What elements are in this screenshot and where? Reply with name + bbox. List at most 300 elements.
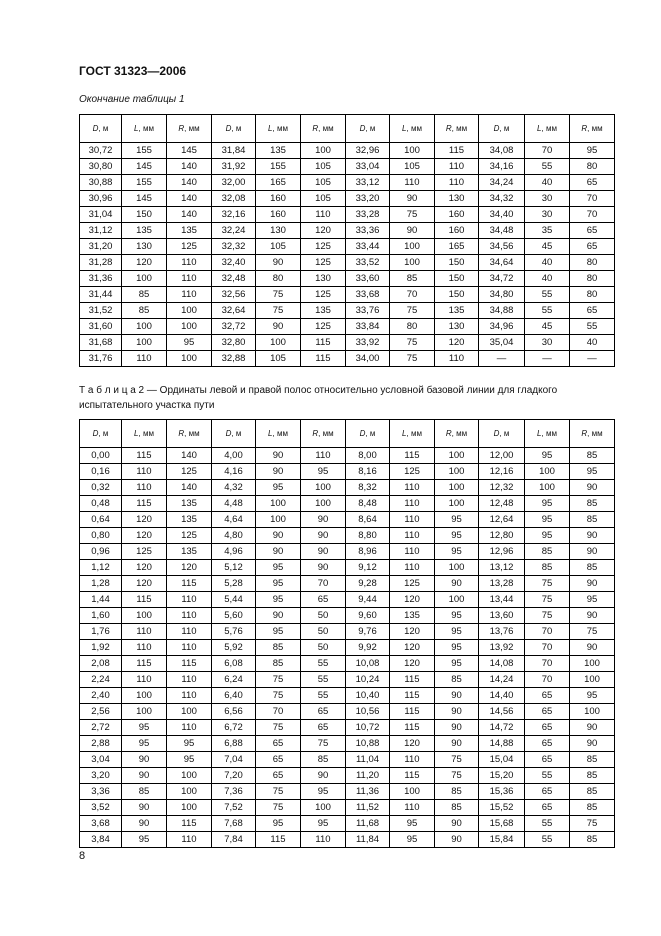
table-cell: 125 bbox=[167, 464, 212, 480]
table-cell: 125 bbox=[301, 287, 346, 303]
table-cell: 50 bbox=[301, 608, 346, 624]
table-cell: 65 bbox=[570, 175, 615, 191]
table-cell: 32,48 bbox=[212, 271, 256, 287]
table-cell: 65 bbox=[301, 720, 346, 736]
table-cell: 3,36 bbox=[80, 784, 122, 800]
table1-column-header bbox=[212, 115, 256, 143]
table-cell: 13,92 bbox=[479, 640, 525, 656]
table-cell: 120 bbox=[122, 255, 167, 271]
table-cell: 1,44 bbox=[80, 592, 122, 608]
table-cell: 8,00 bbox=[346, 448, 390, 464]
table-cell: 1,12 bbox=[80, 560, 122, 576]
table-cell: 55 bbox=[525, 159, 570, 175]
table-cell: 110 bbox=[167, 287, 212, 303]
table1-column-header bbox=[390, 115, 435, 143]
table-cell: 115 bbox=[390, 688, 435, 704]
page-number: 8 bbox=[79, 850, 86, 862]
table-cell: 100 bbox=[122, 704, 167, 720]
table-cell: 110 bbox=[301, 207, 346, 223]
table-cell: 75 bbox=[390, 303, 435, 319]
table-cell: 95 bbox=[390, 832, 435, 848]
table-cell: 95 bbox=[256, 480, 301, 496]
table-cell: 110 bbox=[301, 448, 346, 464]
table-cell: 95 bbox=[256, 576, 301, 592]
table-cell: 32,56 bbox=[212, 287, 256, 303]
table2-header-row bbox=[80, 420, 615, 448]
table-cell: 95 bbox=[570, 464, 615, 480]
table-cell: 95 bbox=[525, 528, 570, 544]
table-cell: 90 bbox=[570, 720, 615, 736]
table-cell: 5,60 bbox=[212, 608, 256, 624]
table-cell: 110 bbox=[167, 672, 212, 688]
table-cell: 85 bbox=[570, 448, 615, 464]
table-cell: 35 bbox=[525, 223, 570, 239]
table-row bbox=[80, 720, 615, 736]
column-unit: , мм bbox=[184, 124, 200, 133]
table-cell: 125 bbox=[167, 528, 212, 544]
table-cell: 90 bbox=[570, 736, 615, 752]
table-cell: 65 bbox=[301, 592, 346, 608]
table-cell: 95 bbox=[435, 656, 479, 672]
table-cell: 0,00 bbox=[80, 448, 122, 464]
table-cell: 135 bbox=[167, 223, 212, 239]
column-unit: , мм bbox=[587, 124, 603, 133]
table-cell: 125 bbox=[301, 239, 346, 255]
table-cell: 95 bbox=[570, 688, 615, 704]
table-cell: 100 bbox=[167, 704, 212, 720]
column-unit: , мм bbox=[406, 429, 422, 438]
table-cell: 33,84 bbox=[346, 319, 390, 335]
table-cell: 100 bbox=[435, 560, 479, 576]
column-unit: , мм bbox=[587, 429, 603, 438]
table-cell: 115 bbox=[167, 576, 212, 592]
table-row bbox=[80, 608, 615, 624]
table1-body bbox=[80, 143, 615, 367]
table-cell: 120 bbox=[390, 736, 435, 752]
table-cell: 110 bbox=[390, 800, 435, 816]
table-cell: 8,64 bbox=[346, 512, 390, 528]
table-cell: 110 bbox=[390, 496, 435, 512]
table-cell: 130 bbox=[122, 239, 167, 255]
table1-column-header bbox=[346, 115, 390, 143]
table-cell: 80 bbox=[390, 319, 435, 335]
table-cell: 65 bbox=[525, 752, 570, 768]
table-cell: 55 bbox=[301, 656, 346, 672]
table-cell: 165 bbox=[435, 239, 479, 255]
table-cell: 90 bbox=[256, 608, 301, 624]
table-cell: 110 bbox=[122, 672, 167, 688]
table-cell: 12,80 bbox=[479, 528, 525, 544]
table-cell: 75 bbox=[525, 592, 570, 608]
table-row bbox=[80, 752, 615, 768]
table-cell: 35,04 bbox=[479, 335, 525, 351]
table-cell: 7,36 bbox=[212, 784, 256, 800]
table-cell: 40 bbox=[525, 175, 570, 191]
table-cell: 55 bbox=[570, 319, 615, 335]
table-cell: 80 bbox=[570, 159, 615, 175]
table-cell: 140 bbox=[167, 207, 212, 223]
table-cell: 12,48 bbox=[479, 496, 525, 512]
table-cell: 34,00 bbox=[346, 351, 390, 367]
table-cell: 75 bbox=[525, 608, 570, 624]
table-cell: 31,76 bbox=[80, 351, 122, 367]
table-cell: 65 bbox=[525, 688, 570, 704]
table-cell: 100 bbox=[301, 496, 346, 512]
table-row bbox=[80, 223, 615, 239]
table-cell: 65 bbox=[525, 720, 570, 736]
table-cell: 110 bbox=[390, 560, 435, 576]
table-cell: 85 bbox=[570, 496, 615, 512]
table-cell: 100 bbox=[167, 303, 212, 319]
table-cell: 140 bbox=[167, 480, 212, 496]
table-cell: 10,40 bbox=[346, 688, 390, 704]
table-row bbox=[80, 319, 615, 335]
table-cell: 110 bbox=[435, 351, 479, 367]
table-cell: 2,88 bbox=[80, 736, 122, 752]
table-cell: 100 bbox=[435, 496, 479, 512]
table1-column-header bbox=[435, 115, 479, 143]
table-cell: 12,64 bbox=[479, 512, 525, 528]
table-cell: 30,96 bbox=[80, 191, 122, 207]
table1-column-header bbox=[80, 115, 122, 143]
column-symbol: L bbox=[402, 429, 407, 438]
table-cell: 140 bbox=[167, 175, 212, 191]
column-symbol: D bbox=[359, 429, 366, 438]
table-cell: 11,36 bbox=[346, 784, 390, 800]
table-cell: 75 bbox=[256, 287, 301, 303]
table-cell: 33,44 bbox=[346, 239, 390, 255]
table-cell: 85 bbox=[301, 752, 346, 768]
table-cell: 100 bbox=[435, 464, 479, 480]
table-cell: 160 bbox=[435, 223, 479, 239]
table-cell: 115 bbox=[390, 704, 435, 720]
table-cell: 90 bbox=[122, 768, 167, 784]
table-cell: 135 bbox=[167, 544, 212, 560]
column-symbol: L bbox=[268, 124, 273, 133]
table-cell: 34,24 bbox=[479, 175, 525, 191]
table-cell: 1,60 bbox=[80, 608, 122, 624]
table-cell: 31,28 bbox=[80, 255, 122, 271]
table-cell: 90 bbox=[570, 640, 615, 656]
table-cell: 31,60 bbox=[80, 319, 122, 335]
table-cell: 31,36 bbox=[80, 271, 122, 287]
table-cell: 115 bbox=[122, 496, 167, 512]
table-cell: 125 bbox=[167, 239, 212, 255]
table-cell: 90 bbox=[256, 255, 301, 271]
table-cell: 34,48 bbox=[479, 223, 525, 239]
table-cell: 13,12 bbox=[479, 560, 525, 576]
table-cell: 9,92 bbox=[346, 640, 390, 656]
column-symbol: R bbox=[445, 429, 452, 438]
table-cell: 145 bbox=[167, 143, 212, 159]
table-cell: 14,72 bbox=[479, 720, 525, 736]
table-cell: 95 bbox=[435, 640, 479, 656]
table-cell: 105 bbox=[301, 175, 346, 191]
table2-column-header bbox=[80, 420, 122, 448]
table-cell: 90 bbox=[122, 816, 167, 832]
table-cell: 90 bbox=[256, 528, 301, 544]
table2-column-header bbox=[256, 420, 301, 448]
table-cell: 90 bbox=[390, 223, 435, 239]
column-symbol: D bbox=[493, 124, 500, 133]
table-row bbox=[80, 640, 615, 656]
table-cell: 6,72 bbox=[212, 720, 256, 736]
table-cell: 50 bbox=[301, 640, 346, 656]
table-cell: 5,12 bbox=[212, 560, 256, 576]
table-cell: 95 bbox=[390, 816, 435, 832]
column-symbol: L bbox=[537, 124, 542, 133]
table-cell: 2,24 bbox=[80, 672, 122, 688]
table-cell: 30,72 bbox=[80, 143, 122, 159]
table-cell: 150 bbox=[435, 255, 479, 271]
table-cell: 110 bbox=[122, 640, 167, 656]
table-cell: 110 bbox=[390, 480, 435, 496]
table-cell: 160 bbox=[435, 207, 479, 223]
table-cell: 95 bbox=[525, 448, 570, 464]
table-cell: 130 bbox=[301, 271, 346, 287]
column-unit: , мм bbox=[184, 429, 200, 438]
table-cell: 110 bbox=[167, 608, 212, 624]
table-cell: 120 bbox=[122, 560, 167, 576]
table-cell: 90 bbox=[301, 560, 346, 576]
table-cell: 31,44 bbox=[80, 287, 122, 303]
table-cell: 0,16 bbox=[80, 464, 122, 480]
table-cell: 34,72 bbox=[479, 271, 525, 287]
table-cell: 100 bbox=[525, 464, 570, 480]
table-row bbox=[80, 207, 615, 223]
table-cell: 95 bbox=[435, 512, 479, 528]
table-cell: 2,08 bbox=[80, 656, 122, 672]
table-cell: 100 bbox=[122, 688, 167, 704]
table-row bbox=[80, 351, 615, 367]
table-cell: 4,16 bbox=[212, 464, 256, 480]
table-cell: 3,04 bbox=[80, 752, 122, 768]
table-cell: 95 bbox=[301, 784, 346, 800]
table-cell: 6,40 bbox=[212, 688, 256, 704]
table-cell: 75 bbox=[301, 736, 346, 752]
table-cell: 32,96 bbox=[346, 143, 390, 159]
table-cell: 0,32 bbox=[80, 480, 122, 496]
table-row bbox=[80, 768, 615, 784]
table-cell: 75 bbox=[525, 576, 570, 592]
table-cell: 90 bbox=[435, 688, 479, 704]
table-cell: 115 bbox=[390, 672, 435, 688]
table-cell: 32,00 bbox=[212, 175, 256, 191]
table-cell: 34,08 bbox=[479, 143, 525, 159]
table-cell: 125 bbox=[301, 319, 346, 335]
table-cell: 95 bbox=[301, 816, 346, 832]
table-cell: 110 bbox=[167, 832, 212, 848]
table-cell: 120 bbox=[301, 223, 346, 239]
column-unit: , мм bbox=[272, 429, 288, 438]
table-cell: 6,24 bbox=[212, 672, 256, 688]
table2-column-header bbox=[167, 420, 212, 448]
table-cell: 65 bbox=[256, 736, 301, 752]
table-cell: 7,20 bbox=[212, 768, 256, 784]
table2-column-header bbox=[122, 420, 167, 448]
table-cell: 33,68 bbox=[346, 287, 390, 303]
table-cell: 90 bbox=[435, 736, 479, 752]
table-cell: 95 bbox=[122, 832, 167, 848]
table2-caption: Т а б л и ц а 2 — Ординаты левой и правой полос относительно условной базовой линии для гладкого испытательного участка пути bbox=[79, 385, 558, 411]
table-row bbox=[80, 832, 615, 848]
table-cell: 4,48 bbox=[212, 496, 256, 512]
table-row bbox=[80, 736, 615, 752]
table-cell: 105 bbox=[301, 159, 346, 175]
table-cell: 8,16 bbox=[346, 464, 390, 480]
table-cell: 110 bbox=[301, 832, 346, 848]
table-cell: 90 bbox=[570, 576, 615, 592]
column-unit: , мм bbox=[138, 124, 154, 133]
table-cell: 85 bbox=[570, 512, 615, 528]
table-cell: 135 bbox=[122, 223, 167, 239]
table-cell: 65 bbox=[570, 239, 615, 255]
table-cell: 115 bbox=[122, 448, 167, 464]
table-cell: 125 bbox=[390, 464, 435, 480]
table-cell: 11,68 bbox=[346, 816, 390, 832]
table-cell: 100 bbox=[301, 143, 346, 159]
table-cell: 55 bbox=[525, 816, 570, 832]
table-cell: 6,88 bbox=[212, 736, 256, 752]
table-cell: 15,52 bbox=[479, 800, 525, 816]
table-cell: 75 bbox=[390, 335, 435, 351]
table-cell: 7,04 bbox=[212, 752, 256, 768]
table-cell: 120 bbox=[167, 560, 212, 576]
table-cell: 105 bbox=[256, 239, 301, 255]
table-cell: 165 bbox=[256, 175, 301, 191]
table-cell: 110 bbox=[167, 271, 212, 287]
table1-column-header bbox=[167, 115, 212, 143]
table-cell: 95 bbox=[301, 464, 346, 480]
table-row bbox=[80, 784, 615, 800]
column-unit: , мм bbox=[541, 124, 557, 133]
table-cell: 12,16 bbox=[479, 464, 525, 480]
table-cell: 100 bbox=[167, 319, 212, 335]
table-cell: 32,64 bbox=[212, 303, 256, 319]
table-cell: 125 bbox=[122, 544, 167, 560]
table2-column-header bbox=[212, 420, 256, 448]
table2-column-header bbox=[301, 420, 346, 448]
column-unit: , м bbox=[499, 429, 510, 438]
table-cell: 100 bbox=[167, 768, 212, 784]
table-cell: 55 bbox=[301, 688, 346, 704]
table-cell: 5,44 bbox=[212, 592, 256, 608]
table-cell: 32,40 bbox=[212, 255, 256, 271]
table-cell: 75 bbox=[256, 720, 301, 736]
table-cell: 55 bbox=[525, 287, 570, 303]
table-cell: 13,60 bbox=[479, 608, 525, 624]
table-cell: 30,88 bbox=[80, 175, 122, 191]
table-cell: 75 bbox=[256, 303, 301, 319]
table-cell: 10,08 bbox=[346, 656, 390, 672]
table-cell: 120 bbox=[435, 335, 479, 351]
table-cell: 95 bbox=[256, 816, 301, 832]
table-cell: 6,56 bbox=[212, 704, 256, 720]
table-cell: 11,84 bbox=[346, 832, 390, 848]
table2 bbox=[79, 419, 615, 848]
table-cell: 65 bbox=[525, 736, 570, 752]
table-cell: 15,04 bbox=[479, 752, 525, 768]
table-cell: 32,08 bbox=[212, 191, 256, 207]
table-cell: 3,52 bbox=[80, 800, 122, 816]
table-cell: 110 bbox=[167, 640, 212, 656]
table-cell: 4,32 bbox=[212, 480, 256, 496]
table-cell: 90 bbox=[256, 448, 301, 464]
table-cell: 85 bbox=[390, 271, 435, 287]
table-cell: 110 bbox=[122, 624, 167, 640]
column-unit: , мм bbox=[451, 124, 468, 133]
table-cell: 12,96 bbox=[479, 544, 525, 560]
table-cell: 33,76 bbox=[346, 303, 390, 319]
column-unit: , мм bbox=[318, 124, 334, 133]
table1 bbox=[79, 114, 615, 367]
table-cell: 110 bbox=[390, 512, 435, 528]
table-cell: 100 bbox=[390, 239, 435, 255]
table-cell: 90 bbox=[570, 608, 615, 624]
table2-column-header bbox=[479, 420, 525, 448]
table-cell: 7,84 bbox=[212, 832, 256, 848]
table-cell: 70 bbox=[570, 191, 615, 207]
table-cell: 10,72 bbox=[346, 720, 390, 736]
table-cell: 100 bbox=[256, 335, 301, 351]
table-cell: 32,24 bbox=[212, 223, 256, 239]
table-cell: 90 bbox=[301, 768, 346, 784]
table-cell: 34,32 bbox=[479, 191, 525, 207]
table-cell: 80 bbox=[256, 271, 301, 287]
table-cell: 1,28 bbox=[80, 576, 122, 592]
table-cell: 95 bbox=[256, 624, 301, 640]
table-cell: 90 bbox=[301, 512, 346, 528]
table-cell: 4,64 bbox=[212, 512, 256, 528]
table-cell: 155 bbox=[256, 159, 301, 175]
table-cell: 90 bbox=[570, 544, 615, 560]
table-cell: 110 bbox=[390, 528, 435, 544]
table-cell: 125 bbox=[390, 576, 435, 592]
table-cell: 85 bbox=[570, 560, 615, 576]
table-cell: 145 bbox=[122, 159, 167, 175]
table-cell: 100 bbox=[167, 784, 212, 800]
document-header-title: ГОСТ 31323—2006 bbox=[79, 64, 187, 78]
table-cell: 135 bbox=[167, 512, 212, 528]
table-row bbox=[80, 464, 615, 480]
table-cell: 34,80 bbox=[479, 287, 525, 303]
table-cell: 30 bbox=[525, 335, 570, 351]
table-cell: 11,20 bbox=[346, 768, 390, 784]
table-cell: 110 bbox=[390, 175, 435, 191]
table-cell: 95 bbox=[570, 143, 615, 159]
table-cell: 75 bbox=[390, 351, 435, 367]
table-cell: 31,68 bbox=[80, 335, 122, 351]
table-cell: 55 bbox=[301, 672, 346, 688]
column-symbol: D bbox=[92, 124, 99, 133]
table-row bbox=[80, 175, 615, 191]
table-cell: 9,44 bbox=[346, 592, 390, 608]
table-cell: 135 bbox=[301, 303, 346, 319]
table-cell: 105 bbox=[256, 351, 301, 367]
table-cell: 95 bbox=[256, 592, 301, 608]
table-cell: 120 bbox=[390, 640, 435, 656]
table-cell: 0,64 bbox=[80, 512, 122, 528]
table-cell: 12,00 bbox=[479, 448, 525, 464]
table1-header-row bbox=[80, 115, 615, 143]
table-cell: 55 bbox=[525, 303, 570, 319]
table-cell: 3,68 bbox=[80, 816, 122, 832]
table-cell: 31,52 bbox=[80, 303, 122, 319]
table-cell: 115 bbox=[435, 143, 479, 159]
table-cell: 14,88 bbox=[479, 736, 525, 752]
table-cell: 15,84 bbox=[479, 832, 525, 848]
table-cell: 140 bbox=[167, 448, 212, 464]
